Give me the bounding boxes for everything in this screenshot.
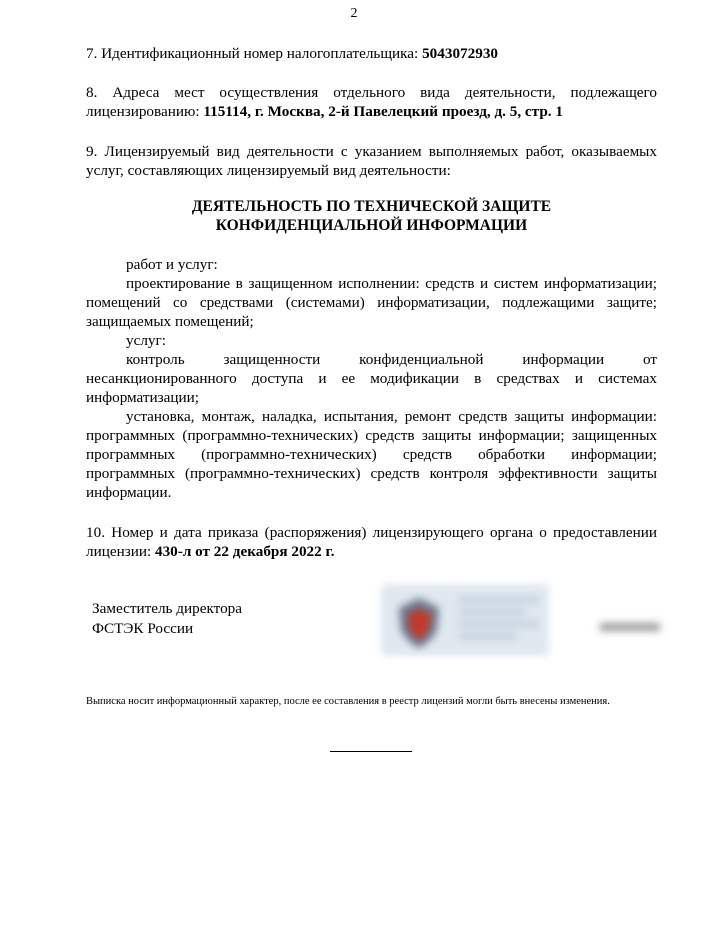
item-8-label: 8. Адреса мест осуществления отдельного вида деятельности, подлежащего лицензированию: [86, 84, 657, 120]
bottom-divider [330, 751, 412, 752]
item-10-order [86, 523, 657, 561]
stamp-line [459, 610, 525, 614]
services-heading: услуг: [126, 332, 166, 349]
stamp-line [459, 598, 539, 602]
footnote: Выписка носит информационный характер, после ее составления в реестр лицензий могли быть внесены изменения. [86, 696, 610, 707]
signer-name-redacted [600, 620, 660, 634]
services-install-item: установка, монтаж, наладка, испытания, ремонт средств защиты информации: программных (программно-технических) средств защиты информации; защищенных программных (программно-технических) средств обработки информации; программных (программно-технических) средств контроля эффективности защиты информации. [86, 408, 657, 501]
item-7-taxpayer-id [86, 44, 657, 63]
item-10-value: 430-л от 22 декабря 2022 г. [154, 543, 335, 560]
item-7-value: 5043072930 [422, 45, 499, 62]
services-control-item: контроль защищенности конфиденциальной информации от несанкционированного доступа и ее модификации в средствах и системах информатизации; [86, 351, 657, 406]
item-7-label: 7. Идентификационный номер налогоплательщика: [86, 45, 423, 62]
works-heading: работ и услуг: [126, 256, 218, 273]
works-list [86, 255, 657, 502]
activity-title-line-2: КОНФИДЕНЦИАЛЬНОЙ ИНФОРМАЦИИ [215, 217, 528, 234]
page-number: 2 [350, 6, 358, 21]
signer-organization: ФСТЭК России [92, 620, 194, 637]
signer-block [92, 599, 242, 639]
emblem-icon [391, 594, 447, 650]
item-8-addresses [86, 83, 657, 121]
activity-title-line-1: ДЕЯТЕЛЬНОСТЬ ПО ТЕХНИЧЕСКОЙ ЗАЩИТЕ [191, 198, 552, 215]
electronic-signature-stamp [381, 584, 549, 656]
signer-position: Заместитель директора [92, 600, 242, 617]
item-8-value: 115114, г. Москва, 2-й Павелецкий проезд, д. 5, стр. 1 [203, 103, 563, 120]
stamp-line [459, 634, 517, 638]
activity-title [86, 197, 657, 235]
item-9-activity-type: 9. Лицензируемый вид деятельности с указанием выполняемых работ, оказываемых услуг, составляющих лицензируемый вид деятельности: [86, 143, 657, 179]
works-design-item: проектирование в защищенном исполнении: средств и систем информатизации; помещений со средствами (системами) информатизации, подлежащими защите; защищаемых помещений; [86, 275, 657, 330]
stamp-line [459, 622, 539, 626]
item-10-label: 10. Номер и дата приказа (распоряжения) лицензирующего органа о предоставлении лицензии: [86, 524, 657, 560]
